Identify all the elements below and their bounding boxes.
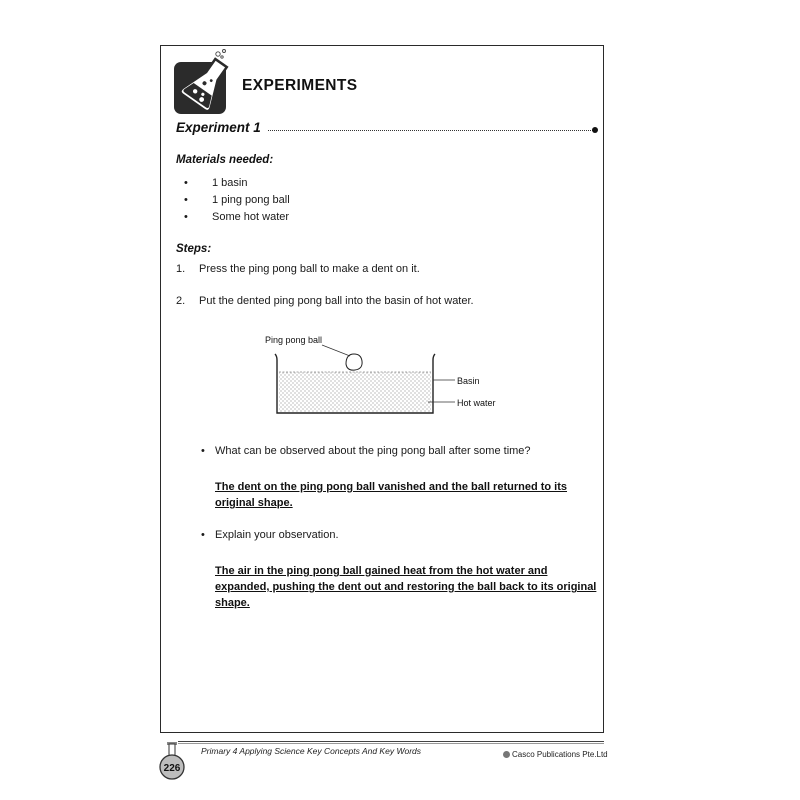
question-item: • Explain your observation.: [201, 529, 339, 541]
footer-rule: [178, 743, 604, 744]
book-title: Primary 4 Applying Science Key Concepts And Key Words: [201, 746, 421, 756]
beaker-icon: [172, 48, 238, 118]
materials-heading: Materials needed:: [176, 154, 274, 166]
list-item: • Some hot water: [184, 211, 290, 228]
hot-water: [279, 372, 431, 413]
basin-label: Basin: [457, 376, 480, 386]
ball-label: Ping pong ball: [265, 335, 323, 345]
section-title: EXPERIMENTS: [242, 77, 358, 94]
basin-diagram: [260, 330, 510, 420]
water-label: Hot water: [457, 398, 496, 408]
list-item: • 1 basin: [184, 177, 290, 194]
publisher-name: Casco Publications Pte.Ltd: [512, 750, 608, 759]
question-text: Explain your observation.: [215, 529, 339, 541]
dotted-rule: [268, 130, 593, 131]
step-text: Press the ping pong ball to make a dent on it.: [199, 263, 420, 275]
step-text: Put the dented ping pong ball into the basin of hot water.: [199, 295, 474, 307]
footer-rule: [178, 741, 604, 742]
experiment-title: Experiment 1: [176, 120, 261, 135]
page-number: 226: [163, 763, 181, 774]
publisher: [503, 750, 608, 759]
question-item: • What can be observed about the ping pong ball after some time?: [201, 445, 531, 457]
materials-list: [184, 177, 290, 228]
ping-pong-ball: [346, 354, 362, 370]
flask-icon: [155, 740, 195, 780]
question-text: What can be observed about the ping pong ball after some time?: [215, 445, 531, 457]
step-item: [176, 295, 474, 307]
rule-end-dot: [592, 127, 598, 133]
step-item: [176, 263, 420, 275]
list-item: • 1 ping pong ball: [184, 194, 290, 211]
publisher-logo-icon: [503, 751, 510, 758]
steps-heading: Steps:: [176, 243, 212, 255]
step-number: 2.: [176, 295, 186, 307]
answer-text: The air in the ping pong ball gained heat from the hot water and expanded, pushing the dent out and restoring the ball back to its original shape.: [215, 565, 597, 609]
answer-text: The dent on the ping pong ball vanished and the ball returned to its original shape.: [215, 481, 568, 509]
step-number: 1.: [176, 263, 186, 275]
